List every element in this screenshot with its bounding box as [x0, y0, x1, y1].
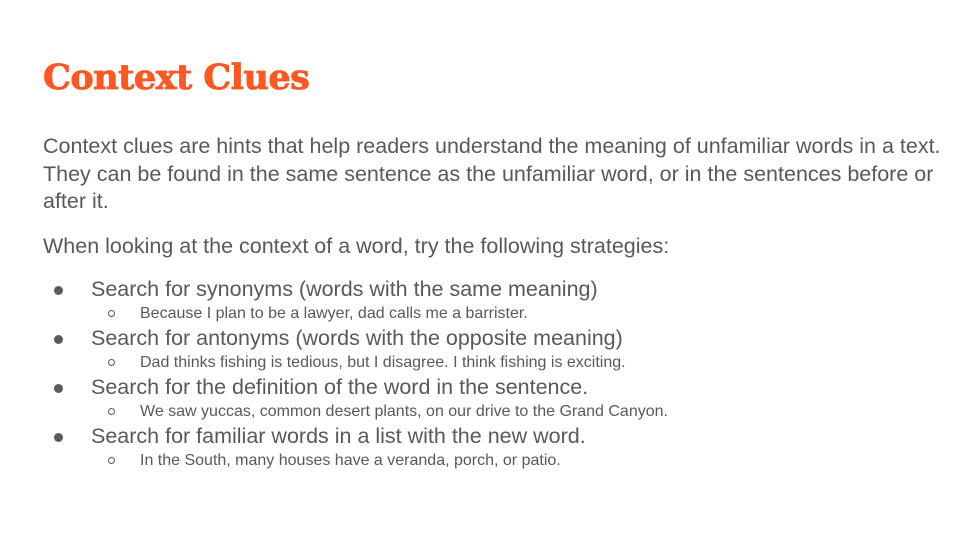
hollow-bullet-icon — [108, 310, 115, 317]
hollow-bullet-icon — [108, 408, 115, 415]
intro-paragraph: Context clues are hints that help readers understand the meaning of unfamiliar words in a text. They can be found in the same sentence as the unfamiliar word, or in the sentences before or after it. — [43, 134, 941, 213]
bullet-icon — [54, 286, 63, 295]
example-text: In the South, many houses have a veranda, porch, or patio. — [140, 452, 561, 469]
example-list — [43, 350, 943, 375]
example-text: We saw yuccas, common desert plants, on our drive to the Grand Canyon. — [140, 403, 668, 420]
bullet-icon — [54, 433, 63, 442]
slide-body — [43, 133, 943, 473]
strategy-row — [43, 277, 943, 301]
strategy-label: Search for familiar words in a list with the new word. — [91, 424, 586, 448]
example-list — [43, 448, 943, 473]
hollow-bullet-icon — [108, 359, 115, 366]
strategy-item-familiar-words — [43, 424, 943, 473]
strategy-row — [43, 424, 943, 448]
strategy-label: Search for the definition of the word in the sentence. — [91, 375, 589, 399]
hollow-bullet-icon — [108, 457, 115, 464]
slide-title: Context Clues — [43, 57, 310, 98]
strategy-item-antonyms — [43, 326, 943, 375]
example-text: Because I plan to be a lawyer, dad calls me a barrister. — [140, 305, 528, 322]
strategy-item-definition — [43, 375, 943, 424]
example-item — [43, 301, 943, 326]
strategy-list — [43, 277, 943, 473]
example-item — [43, 448, 943, 473]
example-item — [43, 350, 943, 375]
example-item — [43, 399, 943, 424]
bullet-icon — [54, 335, 63, 344]
strategy-row — [43, 375, 943, 399]
strategy-row — [43, 326, 943, 350]
example-list — [43, 399, 943, 424]
strategy-label: Search for synonyms (words with the same meaning) — [91, 277, 598, 301]
strategy-label: Search for antonyms (words with the opposite meaning) — [91, 326, 623, 350]
strategies-intro: When looking at the context of a word, try the following strategies: — [43, 233, 670, 258]
example-list — [43, 301, 943, 326]
strategy-item-synonyms — [43, 277, 943, 326]
bullet-icon — [54, 384, 63, 393]
example-text: Dad thinks fishing is tedious, but I disagree. I think fishing is exciting. — [140, 354, 626, 371]
